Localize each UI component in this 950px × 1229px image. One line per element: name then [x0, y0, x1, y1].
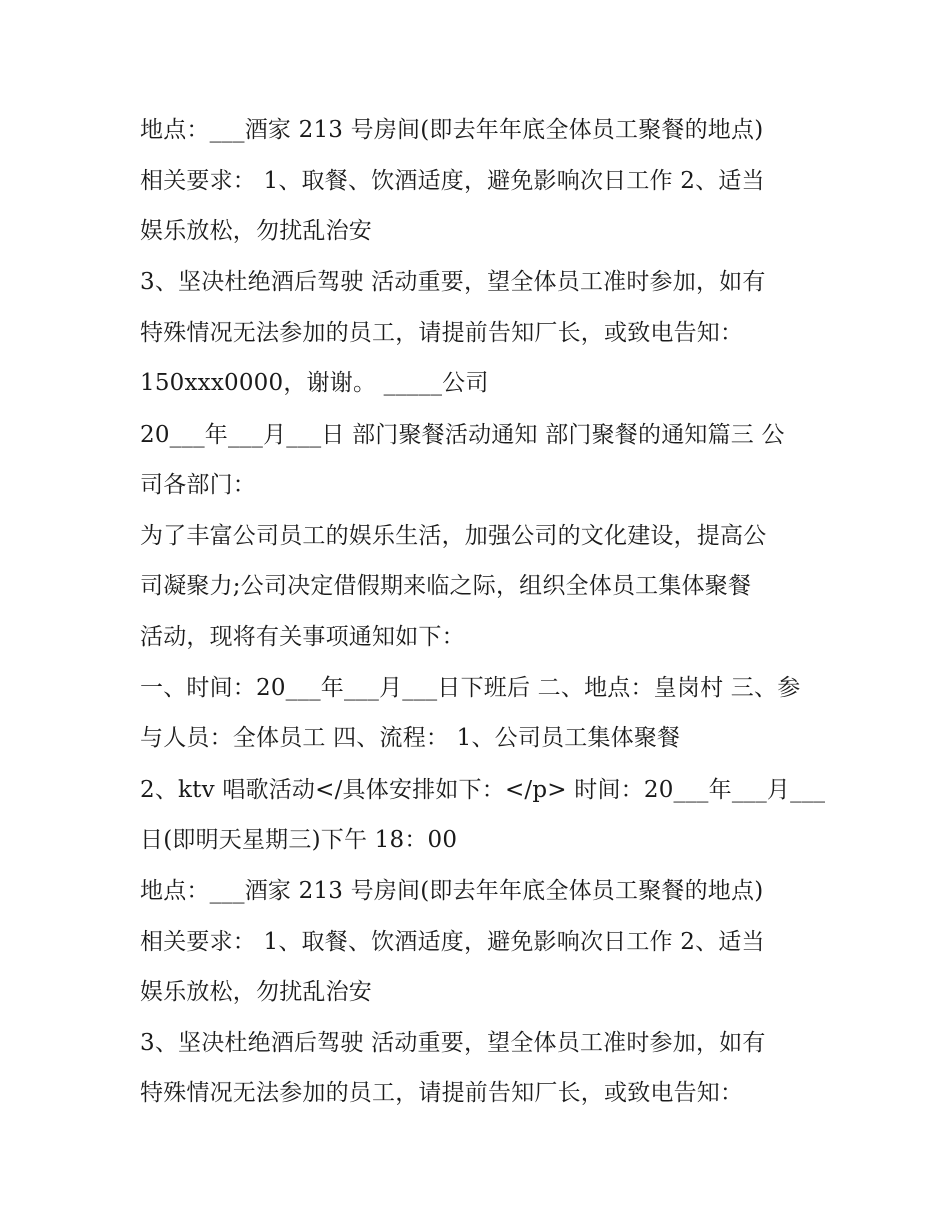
text-line: 特殊情况无法参加的员工，请提前告知厂长，或致电告知：: [140, 1080, 744, 1106]
text-line: 150xxx0000，谢谢。 _____公司: [140, 370, 489, 396]
text-line: 娱乐放松，勿扰乱治安: [140, 979, 372, 1005]
text-line: 与人员：全体员工 四、流程： 1、公司员工集体聚餐: [140, 725, 681, 751]
text-line: 3、坚决杜绝酒后驾驶 活动重要，望全体员工准时参加，如有: [140, 269, 766, 295]
text-line: 为了丰富公司员工的娱乐生活，加强公司的文化建设，提高公: [140, 523, 767, 549]
text-line: 地点：___酒家 213 号房间(即去年年底全体员工聚餐的地点): [140, 117, 764, 143]
text-line: 特殊情况无法参加的员工，请提前告知厂长，或致电告知：: [140, 320, 744, 346]
text-line: 一、时间：20___年___月___日下班后 二、地点：皇岗村 三、参: [140, 675, 801, 701]
text-line: 相关要求： 1、取餐、饮酒适度，避免影响次日工作 2、适当: [140, 929, 765, 955]
text-line: 3、坚决杜绝酒后驾驶 活动重要，望全体员工准时参加，如有: [140, 1030, 766, 1056]
text-line: 娱乐放松，勿扰乱治安: [140, 218, 372, 244]
text-line: 2、ktv 唱歌活动</具体安排如下：</p> 时间：20___年___月___: [140, 777, 826, 803]
text-line: 20___年___月___日 部门聚餐活动通知 部门聚餐的通知篇三 公: [140, 422, 785, 448]
text-line: 日(即明天星期三)下午 18：00: [140, 827, 458, 853]
text-line: 司凝聚力;公司决定借假期来临之际，组织全体员工集体聚餐: [140, 573, 752, 599]
text-line: 地点：___酒家 213 号房间(即去年年底全体员工聚餐的地点): [140, 878, 764, 904]
text-line: 司各部门：: [140, 472, 256, 498]
text-line: 相关要求： 1、取餐、饮酒适度，避免影响次日工作 2、适当: [140, 168, 765, 194]
text-line: 活动，现将有关事项通知如下：: [140, 624, 465, 650]
